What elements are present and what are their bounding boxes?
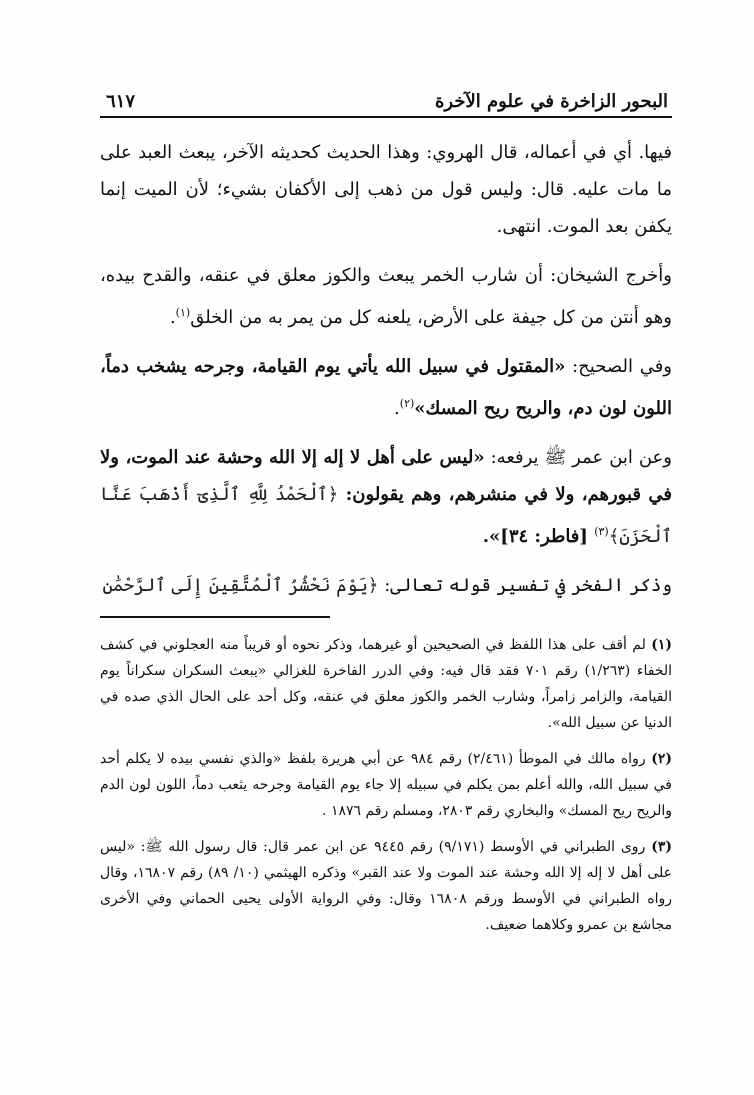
paragraph-4 [100, 439, 672, 555]
paragraph-2 [100, 257, 672, 336]
running-header [100, 78, 672, 118]
footnote-mark: (١) [651, 637, 673, 653]
footnote-text: رواه مالك في الموطأ (٢/٤٦١) رقم ٩٨٤ عن أبي هريرة بلفظ «والذي نفسي بيده لا يكلم أحد في سبيل الله، والله أعلم بمن يكلم في سبيله إلا جاء يوم القيامة وجرحه يثعب دماً، اللون لون الدم والريح ريح المسك» والبخاري رقم ٢٨٠٣، ومسلم رقم ١٨٧٦ . [100, 751, 672, 819]
paragraph-end: . [394, 398, 400, 419]
paragraph-lead: وعن ابن عمر ﷺ يرفعه: [484, 447, 672, 468]
paragraph-1 [100, 134, 672, 245]
hadith-quote: «ليس على أهل لا إله إلا الله وحشة عند الموت، ولا في قبورهم، ولا في منشرهم، وهم يقولون: [100, 447, 672, 505]
paragraph-lead: وفي الصحيح: [565, 356, 672, 377]
quran-verse: ﴿يَوْمَ نَحْشُرُ ٱلْمُتَّقِينَ إِلَى ٱلرَّحْمَٰنِ [102, 575, 379, 596]
footnote-ref-3: (٣) [594, 525, 609, 538]
paragraph-text: فيها. أي في أعماله، قال الهروي: وهذا الحديث كحديثه الآخر، يبعث العبد على ما مات عليه. قال: وليس قول من ذهب إلى الأكفان بشيء؛ لأن الميت إنما يكفن بعد الموت. انتهى. [100, 142, 672, 237]
quran-verse: ﴿ٱلْحَمْدُ لِلَّهِ ٱلَّذِىٓ أَذْهَبَ عَنَّا ٱلْحَزَنَ﴾ [100, 484, 672, 547]
paragraph-lead: وذكر الفخر في تفسير قوله تعالى: [378, 575, 672, 596]
footnotes [100, 632, 672, 938]
footnote-separator [100, 616, 330, 618]
hadith-quote: «المقتول في سبيل الله يأتي يوم القيامة، وجرحه يشخب دماً، اللون لون دم، والريح ريح المسك» [100, 356, 672, 419]
paragraph-3 [100, 348, 672, 427]
footnote-text: لم أقف على هذا اللفظ في الصحيحين أو غيرهما، وذكر نحوه أو قريباً منه العجلوني في كشف الخفاء (١/٢٦٣) رقم ٧٠١ فقد قال فيه: وفي الدرر الفاخرة للغزالي «يبعث السكران سكراناً يوم القيامة، والزامر زامراً، وشارب الخمر والكوز معلق في عنقه، وكل أحد على الحال الذي صده في الدنيا عن سبيل الله». [100, 637, 673, 731]
footnote-ref-2: (٢) [399, 397, 415, 410]
footnote-mark: (٣) [651, 839, 672, 855]
paragraph-end: . [169, 307, 176, 328]
verse-citation: [فاطر: ٣٤]». [482, 526, 595, 547]
page-number: ٦١٧ [106, 91, 136, 112]
main-text [100, 134, 672, 604]
footnote-text: روى الطبراني في الأوسط (٩/١٧١) رقم ٩٤٤٥ عن ابن عمر قال: قال رسول الله ﷺ: «ليس على أهل لا إله إلا الله وحشة عند الموت ولا عند القبر» وذكره الهيثمي (١٠/ ٨٩) رقم ١٦٨٠٧، وقال رواه الطبراني في الأوسط ورقم ١٦٨٠٨ وقال: وفي الرواية الأولى يحيى الحماني وفي الأخرى مجاشع بن عمرو وكلاهما ضعيف. [100, 839, 673, 933]
book-page [100, 78, 672, 948]
footnote-1 [100, 632, 672, 736]
footnote-3 [100, 834, 672, 938]
footnote-mark: (٢) [651, 751, 673, 767]
paragraph-text: وأخرج الشيخان: أن شارب الخمر يبعث والكوز معلق في عنقه، والقدح بيده، وهو أنتن من كل جيفة على الأرض، يلعنه كل من يمر به من الخلق [100, 265, 672, 328]
paragraph-5 [100, 567, 672, 604]
footnote-2 [100, 746, 672, 824]
footnote-ref-1: (١) [175, 306, 191, 319]
running-title: البحور الزاخرة في علوم الآخرة [434, 91, 668, 112]
